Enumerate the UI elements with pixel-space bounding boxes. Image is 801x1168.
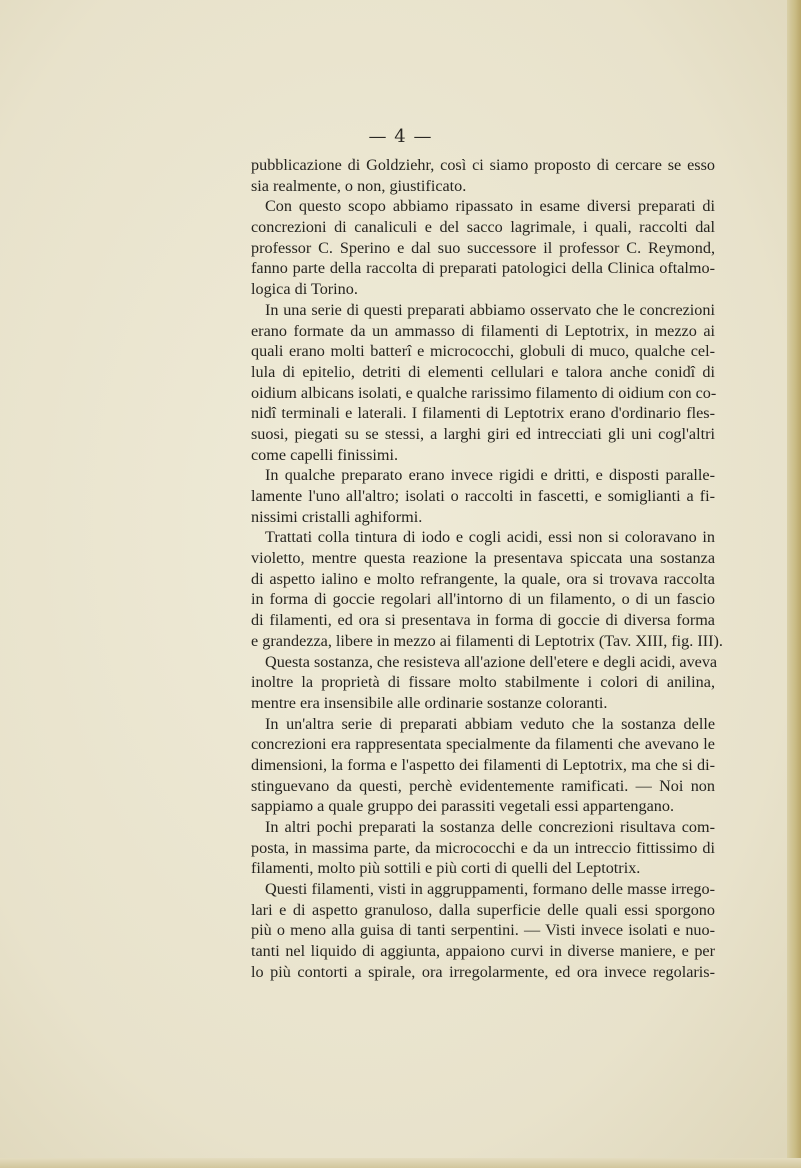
text-line: posta, in massima parte, da micrococchi e da un intreccio fittissimo di (251, 838, 715, 857)
text-line: In qualche preparato erano invece rigidi e dritti, e disposti paralle- (265, 466, 715, 485)
text-line: come capelli finissimi. (251, 445, 398, 464)
text-line: sappiamo a quale gruppo dei parassiti vegetali essi appartengano. (251, 797, 674, 816)
text-line: lamente l'uno all'altro; isolati o raccolti in fascetti, e somiglianti a fi- (251, 487, 715, 505)
text-line: professor C. Sperino e dal suo successore il professor C. Reymond, (251, 238, 715, 257)
text-line: filamenti, molto più sottili e più corti di quelli del Leptotrix. (251, 859, 641, 878)
text-line: logica di Torino. (251, 280, 358, 299)
text-line: In altri pochi preparati la sostanza delle concrezioni risultava com- (265, 818, 715, 836)
text-line: tanti nel liquido di aggiunta, appaiono curvi in diverse maniere, e per (251, 942, 715, 961)
text-line: stinguevano da questi, perchè evidentemente ramificati. — Noi non (251, 776, 715, 795)
text-line: mentre era insensibile alle ordinarie sostanze coloranti. (251, 693, 608, 712)
text-line: quali erano molti batterî e micrococchi, globuli di muco, qualche cel- (251, 342, 715, 361)
text-line: di filamenti, ed ora si presentava in forma di goccie di diversa forma (251, 611, 715, 630)
page-edge-bottom (0, 1158, 801, 1168)
text-line: In un'altra serie di preparati abbiam veduto che la sostanza delle (265, 714, 715, 733)
text-line: nidî terminali e laterali. I filamenti di Leptotrix erano d'ordinario fles- (251, 404, 715, 423)
text-line: lari e di aspetto granuloso, dalla superficie delle quali essi sporgono (251, 900, 715, 919)
text-line: fanno parte della raccolta di preparati patologici della Clinica oftalmo- (251, 259, 715, 278)
text-line: violetto, mentre questa reazione la presentava spiccata una sostanza (251, 549, 715, 568)
text-line: erano formate da un ammasso di filamenti di Leptotrix, in mezzo ai (251, 321, 715, 340)
text-line: In una serie di questi preparati abbiamo osservato che le concrezioni (265, 300, 715, 319)
page-number: — 4 — (368, 126, 433, 147)
text-line: lula di epitelio, detriti di elementi cellulari e talora anche conidî di (251, 362, 715, 381)
text-line: Questa sostanza, che resisteva all'azione dell'etere e degli acidi, aveva (265, 652, 718, 671)
text-line: in forma di goccie regolari all'intorno di un filamento, o di un fascio (251, 590, 715, 609)
text-line: dimensioni, la forma e l'aspetto dei filamenti di Leptotrix, ma che si di- (251, 755, 715, 774)
text-line: sia realmente, o non, giustificato. (251, 176, 467, 195)
text-line: lo più contorti a spirale, ora irregolarmente, ed ora invece regolaris- (251, 962, 715, 981)
text-line: pubblicazione di Goldziehr, così ci siamo proposto di cercare se esso (251, 156, 715, 174)
text-line: Con questo scopo abbiamo ripassato in esame diversi preparati di (265, 197, 715, 216)
text-line: Trattati colla tintura di iodo e cogli acidi, essi non si coloravano in (265, 528, 715, 547)
text-line: più o meno alla guisa di tanti serpentini. — Visti invece isolati e nuo- (251, 921, 715, 940)
body-text (251, 155, 723, 983)
page-edge-right (787, 0, 801, 1168)
text-line: concrezioni era rappresentata specialmente da filamenti che avevano le (251, 735, 715, 754)
text-line: di aspetto ialino e molto refrangente, la quale, ora si trovava raccolta (251, 569, 715, 588)
text-line: e grandezza, libere in mezzo ai filamenti di Leptotrix (Tav. XIII, fig. III). (251, 631, 723, 650)
text-line: Questi filamenti, visti in aggruppamenti, formano delle masse irrego- (265, 880, 715, 899)
text-line: inoltre la proprietà di fissare molto stabilmente i colori di anilina, (251, 673, 715, 692)
text-line: suosi, piegati su se stessi, a larghi giri ed intrecciati gli uni cogl'altri (251, 424, 715, 443)
text-line: oidium albicans isolati, e qualche rarissimo filamento di oidium con co- (251, 383, 717, 402)
text-line: concrezioni di canaliculi e del sacco lagrimale, i quali, raccolti dal (251, 218, 715, 237)
text-line: nissimi cristalli aghiformi. (251, 507, 423, 526)
